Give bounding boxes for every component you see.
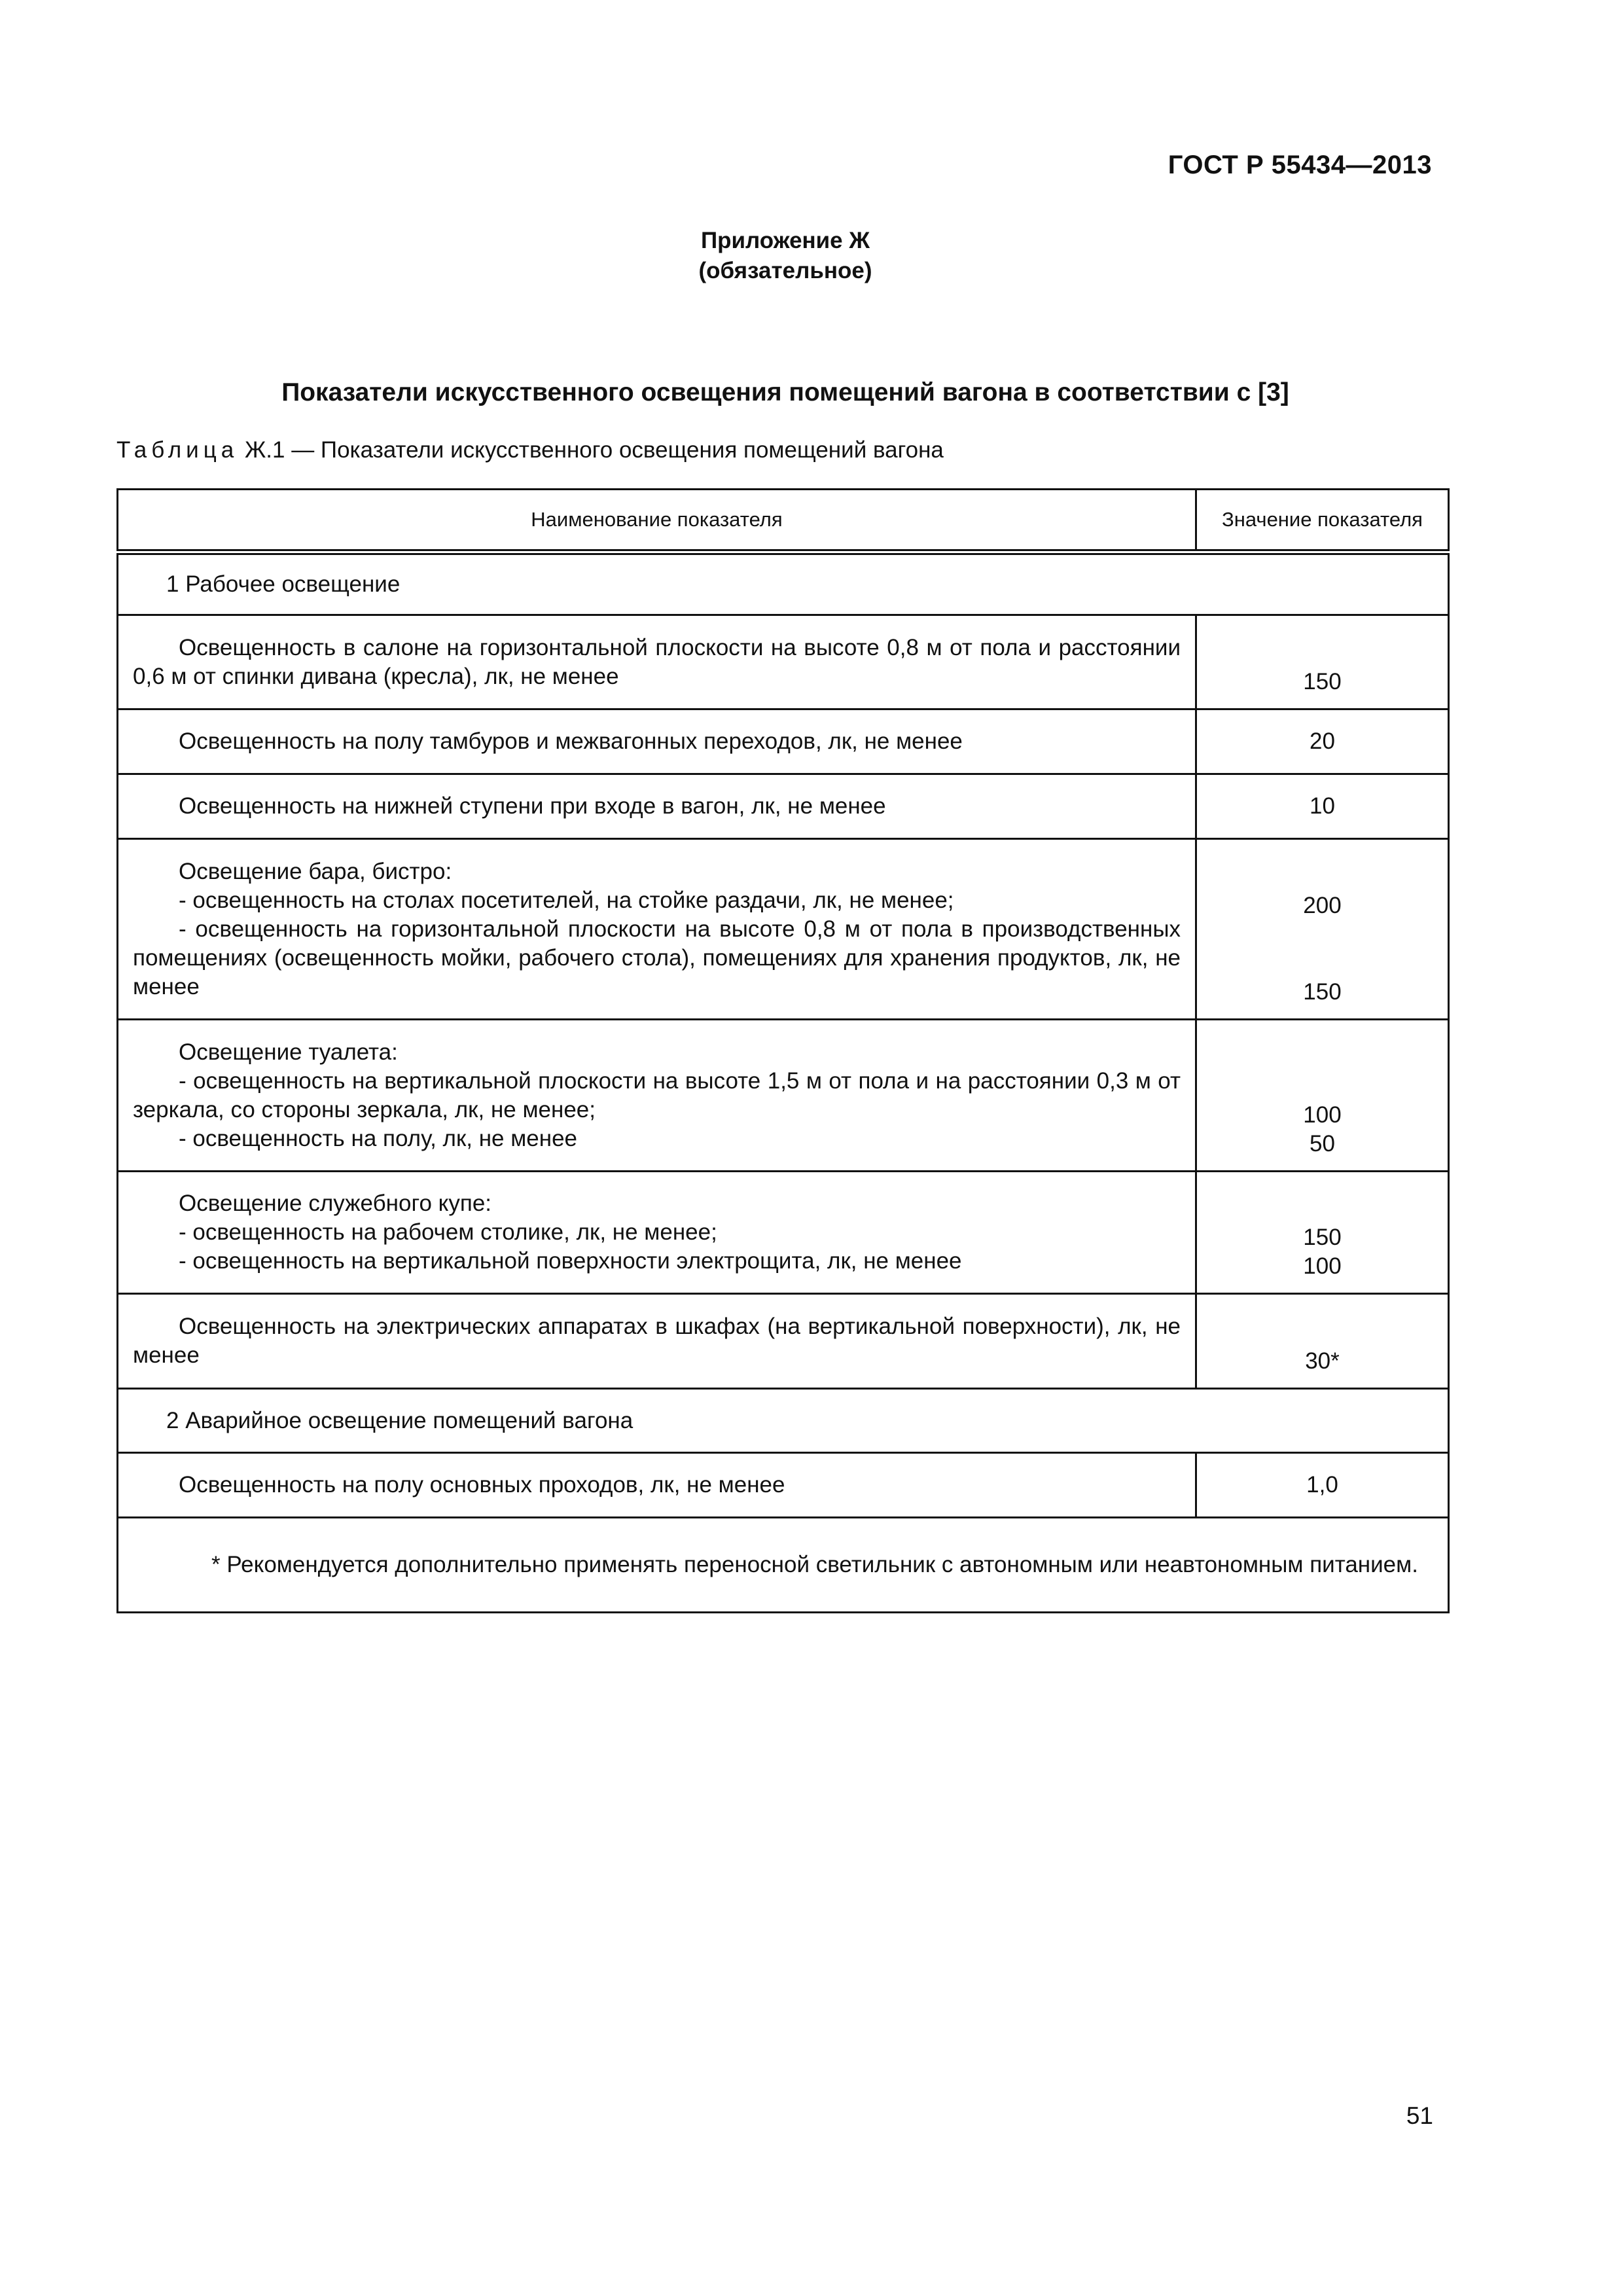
document-code: ГОСТ Р 55434—2013 xyxy=(1168,151,1432,179)
row-line: - освещенность на полу, лк, не менее xyxy=(179,1125,578,1151)
table-row xyxy=(118,1172,1449,1294)
table-row xyxy=(118,709,1449,774)
row-name xyxy=(118,1453,1196,1518)
row-line: Освещенность на полу основных проходов, лк, не менее xyxy=(179,1472,785,1498)
row-values xyxy=(1196,839,1449,1020)
row-line: - освещенность на столах посетителей, на стойке раздачи, лк, не менее; xyxy=(179,887,954,913)
row-value: 150 xyxy=(1303,978,1342,1005)
row-value: 150 xyxy=(1303,1225,1342,1251)
row-value: 100 xyxy=(1303,1102,1342,1128)
row-values xyxy=(1196,1172,1449,1294)
row-line: Освещенность на полу тамбуров и межвагонных переходов, лк, не менее xyxy=(179,728,963,755)
row-name xyxy=(118,1019,1196,1171)
appendix-title: Приложение Ж xyxy=(700,228,870,253)
row-line: Освещенность в салоне на горизонтальной плоскости на высоте 0,8 м от пола и расстоянии 0,6 м от спинки дивана (кресла), лк, не менее xyxy=(133,634,1181,689)
row-line: Освещение служебного купе: xyxy=(179,1191,492,1217)
table-caption xyxy=(116,437,944,463)
row-line: Освещенность на электрических аппаратах в шкафах (на вертикальной поверхности), лк, не менее xyxy=(133,1313,1181,1368)
row-value: 150 xyxy=(1196,615,1449,709)
row-value: 30* xyxy=(1196,1294,1449,1388)
row-value: 100 xyxy=(1303,1253,1342,1280)
row-line: Освещение туалета: xyxy=(179,1039,398,1065)
row-value: 1,0 xyxy=(1196,1453,1449,1518)
table-caption-text: Ж.1 — Показатели искусственного освещения помещений вагона xyxy=(238,437,944,463)
appendix-heading xyxy=(0,226,1571,286)
row-values xyxy=(1196,1019,1449,1171)
footnote-text: * Рекомендуется дополнительно применять переносной светильник с автономным или неавтономным питанием. xyxy=(211,1552,1418,1578)
header-indicator-name: Наименование показателя xyxy=(118,490,1196,552)
table-footnote xyxy=(118,1518,1449,1613)
row-value: 10 xyxy=(1196,774,1449,839)
section-title: Показатели искусственного освещения помещений вагона в соответствии с [3] xyxy=(281,378,1289,406)
row-name xyxy=(118,774,1196,839)
table-caption-label: Таблица xyxy=(116,437,239,463)
page-number: 51 xyxy=(1406,2102,1433,2129)
row-line: - освещенность на рабочем столике, лк, не менее; xyxy=(179,1219,717,1246)
row-name xyxy=(118,615,1196,709)
section-title-emergency: 2 Аварийное освещение помещений вагона xyxy=(118,1388,1449,1453)
row-line: Освещение бара, бистро: xyxy=(179,858,452,884)
section-row xyxy=(118,1388,1449,1453)
row-value: 50 xyxy=(1310,1131,1335,1157)
footnote-row xyxy=(118,1518,1449,1613)
row-name xyxy=(118,839,1196,1020)
section-row xyxy=(118,552,1449,615)
table-row xyxy=(118,839,1449,1020)
section-title-working: 1 Рабочее освещение xyxy=(118,552,1449,615)
table-header-row xyxy=(118,490,1449,552)
table-row xyxy=(118,1294,1449,1388)
table-row xyxy=(118,615,1449,709)
row-line: Освещенность на нижней ступени при входе в вагон, лк, не менее xyxy=(179,793,886,819)
row-line: - освещенность на вертикальной поверхности электрощита, лк, не менее xyxy=(179,1248,962,1274)
table-row xyxy=(118,774,1449,839)
row-name xyxy=(118,1294,1196,1388)
row-value: 200 xyxy=(1303,892,1342,918)
row-line: - освещенность на вертикальной плоскости на высоте 1,5 м от пола и на расстоянии 0,3 м от зеркала, со стороны зеркала, лк, не менее; xyxy=(133,1067,1181,1122)
row-name xyxy=(118,1172,1196,1294)
table-row xyxy=(118,1019,1449,1171)
lighting-table xyxy=(116,488,1450,1613)
table-row xyxy=(118,1453,1449,1518)
row-line: - освещенность на горизонтальной плоскости на высоте 0,8 м от пола в производственных помещениях (освещенность мойки, рабочего стола), помещениях для хранения продуктов, лк, не менее xyxy=(133,916,1181,999)
appendix-status: (обязательное) xyxy=(698,258,872,283)
row-value: 20 xyxy=(1196,709,1449,774)
header-indicator-value: Значение показателя xyxy=(1196,490,1449,552)
row-name xyxy=(118,709,1196,774)
